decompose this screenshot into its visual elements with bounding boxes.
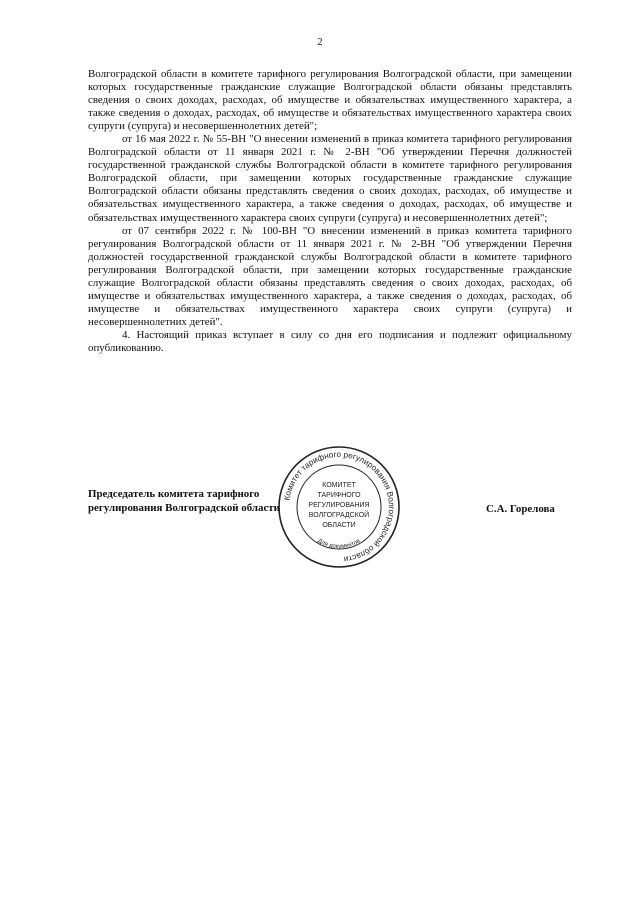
page-number: 2 — [317, 37, 323, 48]
stamp-line-2: ТАРИФНОГО — [317, 492, 361, 499]
official-stamp — [275, 443, 403, 571]
stamp-outer-text: Комитет тарифного регулирования Волгоградской области — [282, 449, 397, 564]
stamp-bottom-text: Для документов — [316, 538, 362, 550]
stamp-graphic — [275, 443, 403, 571]
document-body — [88, 68, 572, 355]
stamp-line-1: КОМИТЕТ — [322, 482, 356, 489]
signer-position-line-1: Председатель комитета тарифного — [88, 488, 260, 500]
stamp-line-4: ВОЛГОГРАДСКОЙ — [308, 512, 370, 519]
paragraph-order-55: от 16 мая 2022 г. № 55-ВН "О внесении изменений в приказ комитета тарифного регулирования Волгоградской области от 11 января 2021 г. № 2-ВН "Об утверждении Перечня должностей государственной гражданской службы Волгоградской области в комитете тарифного регулирования Волгоградской области, при замещении которых государственные гражданские служащие Волгоградской области обязаны представлять сведения о своих доходах, расходах, об имуществе и обязательствах имущественного характера, а также сведения о доходах, расходах, об имуществе и обязательствах имущественного характера своих супруги (супруга) и несовершеннолетних детей"; — [88, 133, 572, 224]
signer-position-line-2: регулирования Волгоградской области — [88, 501, 280, 514]
signer-name: С.А. Горелова — [486, 503, 555, 515]
paragraph-order-100: от 07 сентября 2022 г. № 100-ВН "О внесении изменений в приказ комитета тарифного регулирования Волгоградской области от 11 января 2021 г. № 2-ВН "Об утверждении Перечня должностей государственной гражданской службы Волгоградской области в комитете тарифного регулирования Волгоградской области, при замещении которых государственные гражданские служащие Волгоградской области обязаны представлять сведения о своих доходах, расходах, об имуществе и обязательствах имущественного характера, а также сведения о доходах, расходах, об имуществе и обязательствах имущественного характера своих супруги (супруга) и несовершеннолетних детей". — [88, 224, 572, 328]
stamp-line-5: ОБЛАСТИ — [322, 522, 356, 529]
signer-position — [88, 488, 280, 515]
paragraph-continuation: Волгоградской области в комитете тарифного регулирования Волгоградской области, при замещении которых государственные гражданские служащие Волгоградской области обязаны представлять сведения о своих доходах, расходах, об имуществе и обязательствах имущественного характера, а также сведения о доходах, расходах, об имуществе и обязательствах имущественного характера своих супруги (супруга) и несовершеннолетних детей"; — [88, 68, 572, 133]
stamp-line-3: РЕГУЛИРОВАНИЯ — [308, 502, 370, 509]
paragraph-effective-clause: 4. Настоящий приказ вступает в силу со дня его подписания и подлежит официальному опубликованию. — [88, 328, 572, 354]
